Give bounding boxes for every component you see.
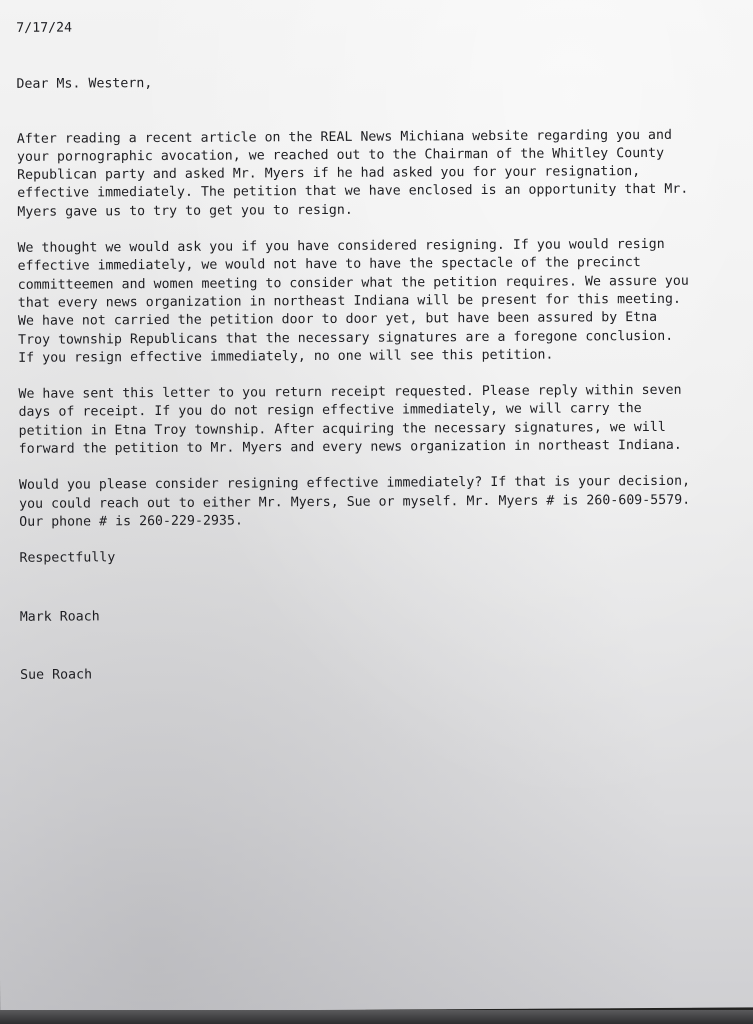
paragraph-line: If you resign effective immediately, no one will see this petition. — [18, 347, 554, 366]
paragraph-line: effective immediately. The petition that we have enclosed is an opportunity that Mr. — [17, 182, 689, 202]
table-surface — [0, 1010, 753, 1024]
paragraph-line: days of receipt. If you do not resign effective immediately, we will carry the — [18, 401, 642, 421]
paragraph-line: that every news organization in northeast Indiana will be present for this meeting. — [17, 291, 682, 311]
paragraph-line: petition in Etna Troy township. After acquiring the necessary signatures, we will — [18, 419, 666, 439]
paragraph-3 — [18, 382, 748, 460]
signature-name: Sue Roach — [20, 667, 93, 683]
paragraph-line: Would you please consider resigning effective immediately? If that is your decision, — [18, 474, 691, 494]
paragraph-line: your pornographic avocation, we reached out to the Chairman of the Whitley County — [16, 145, 665, 165]
paragraph-line: Troy township Republicans that the necessary signatures are a foregone conclusion. — [18, 328, 674, 348]
letter-closing: Respectfully — [19, 550, 116, 567]
paragraph-line: Myers gave us to try to get you to resign. — [17, 202, 353, 220]
paragraph-line: you could reach out to either Mr. Myers, Sue or myself. Mr. Myers # is 260-609-5579. — [19, 492, 691, 512]
paragraph-line: We thought we would ask you if you have considered resigning. If you would resign — [17, 236, 665, 256]
paragraph-line: Republican party and asked Mr. Myers if he had asked you for your resignation, — [17, 164, 641, 184]
paragraph-line: forward the petition to Mr. Myers and every news organization in northeast Indiana. — [18, 437, 682, 457]
letter-salutation: Dear Ms. Western, — [16, 76, 153, 93]
paragraph-2 — [17, 235, 748, 368]
paragraph-line: We have not carried the petition door to door yet, but have been assured by Etna — [17, 310, 658, 330]
paragraph-line: effective immediately, we would not have to have the spectacle of the precinct — [17, 255, 641, 275]
paragraph-line: After reading a recent article on the REAL News Michiana website regarding you and — [16, 127, 673, 147]
paragraph-line: committeemen and women meeting to consider what the petition requires. We assure you — [17, 273, 689, 293]
letter-body — [16, 15, 750, 685]
paragraph-4 — [19, 473, 749, 532]
paragraph-1 — [17, 126, 748, 222]
paragraph-line: Our phone # is 260-229-2935. — [19, 513, 243, 530]
signature-name: Mark Roach — [19, 608, 100, 625]
paragraph-line: We have sent this letter to you return receipt requested. Please reply within seven — [18, 382, 682, 403]
letter-date: 7/17/24 — [16, 20, 73, 36]
